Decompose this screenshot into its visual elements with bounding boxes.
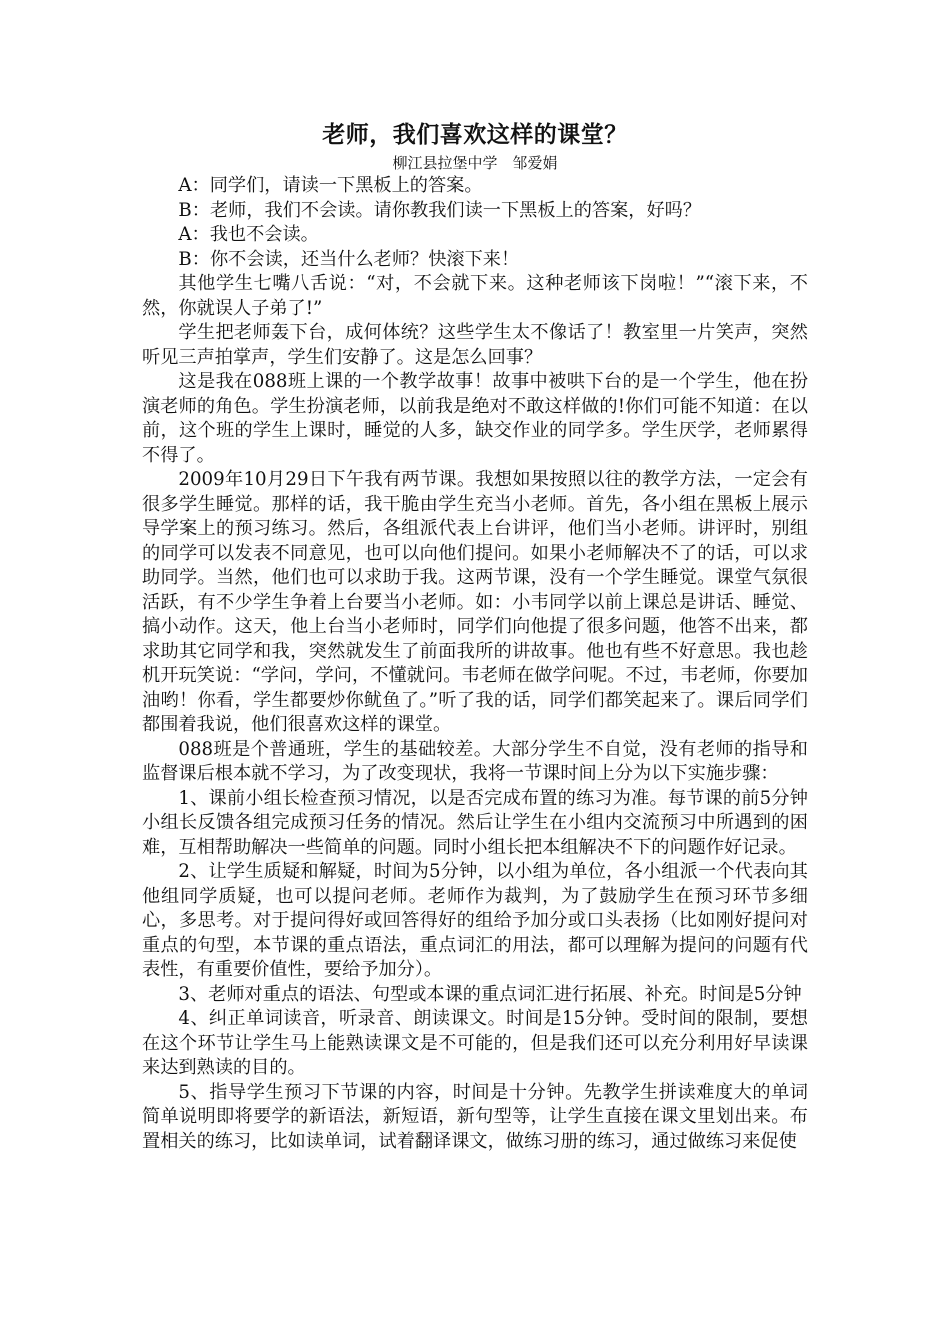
step-item-1: 1、课前小组长检查预习情况，以是否完成布置的练习为准。每节课的前5分钟小组长反馈各组完成预习任务的情况。然后让学生在小组内交流预习中所遇到的困难，互相帮助解决一些简单的问题。同时小组长把本组解决不下的问题作好记录。 bbox=[142, 787, 808, 858]
dialogue-line-b2: B：你不会读，还当什么老师？快滚下来！ bbox=[178, 248, 520, 270]
dialogue-line-b1: B：老师，我们不会读。请你教我们读一下黑板上的答案，好吗？ bbox=[178, 199, 702, 221]
paragraph: 这是我在088班上课的一个教学故事！故事中被哄下台的是一个学生，他在扮演老师的角色。学生扮演老师，以前我是绝对不敢这样做的!你们可能不知道：在以前，这个班的学生上课时，睡觉的人多，缺交作业的同学多。学生厌学，老师累得不得了。 bbox=[142, 371, 808, 466]
paragraph: 088班是个普通班，学生的基础较差。大部分学生不自觉，没有老师的指导和监督课后根本就不学习，为了改变现状，我将一节课时间上分为以下实施步骤： bbox=[142, 738, 808, 784]
author-byline: 柳江县拉堡中学 邹爱娟 bbox=[392, 154, 558, 172]
paragraph: 2009年10月29日下午我有两节课。我想如果按照以往的教学方法，一定会有很多学生睡觉。那样的话，我干脆由学生充当小老师。首先，各小组在黑板上展示导学案上的预习练习。然后，各组派代表上台讲评，他们当小老师。讲评时，别组的同学可以发表不同意见，也可以向他们提问。如果小老师解决不了的话，可以求助同学。当然，他们也可以求助于我。这两节课，没有一个学生睡觉。课堂气氛很活跃，有不少学生争着上台要当小老师。如：小韦同学以前上课总是讲话、睡觉、搞小动作。这天，他上台当小老师时，同学们向他提了很多问题，他答不出来，都求助其它同学和我，突然就发生了前面我所的讲故事。他也有些不好意思。我也趁机开玩笑说：“学问，学问，不懂就问。韦老师在做学问呢。不过，韦老师，你要加油哟！你看，学生都要炒你鱿鱼了。”听了我的话，同学们都笑起来了。课后同学们都围着我说，他们很喜欢这样的课堂。 bbox=[142, 469, 808, 735]
document-title: 老师，我们喜欢这样的课堂？ bbox=[322, 121, 628, 148]
dialogue-line-a1: A：同学们，请读一下黑板上的答案。 bbox=[178, 175, 483, 196]
step-item-3: 3、老师对重点的语法、句型或本课的重点词汇进行拓展、补充。时间是5分钟 bbox=[178, 983, 802, 1005]
step-item-4: 4、纠正单词读音，听录音、朗读课文。时间是15分钟。受时间的限制，要想在这个环节让学生马上能熟读课文是不可能的，但是我们还可以充分利用好早读课来达到熟读的目的。 bbox=[142, 1008, 808, 1078]
step-item-2: 2、让学生质疑和解疑，时间为5分钟，以小组为单位，各小组派一个代表向其他组同学质疑，也可以提问老师。老师作为裁判，为了鼓励学生在预习环节多细心，多思考。对于提问得好或回答得好的组给予加分或口头表扬（比如刚好提问对重点的句型，本节课的重点语法，重点词汇的用法，都可以理解为提问的问题有代表性，有重要价值性，要给予加分）。 bbox=[142, 861, 808, 980]
document-body bbox=[142, 174, 808, 1154]
paragraph: 学生把老师轰下台，成何体统？这些学生太不像话了！教室里一片笑声，突然听见三声拍掌声，学生们安静了。这是怎么回事？ bbox=[142, 322, 808, 368]
step-item-5: 5、指导学生预习下节课的内容，时间是十分钟。先教学生拼读难度大的单词简单说明即将要学的新语法，新短语，新句型等，让学生直接在课文里划出来。布置相关的练习，比如读单词，试着翻译课文，做练习册的练习，通过做练习来促使 bbox=[142, 1081, 808, 1152]
paragraph: 其他学生七嘴八舌说：“对，不会就下来。这种老师该下岗啦！”“滚下来，不然，你就误人子弟了!” bbox=[142, 273, 808, 319]
dialogue-line-a2: A：我也不会读。 bbox=[178, 224, 319, 245]
